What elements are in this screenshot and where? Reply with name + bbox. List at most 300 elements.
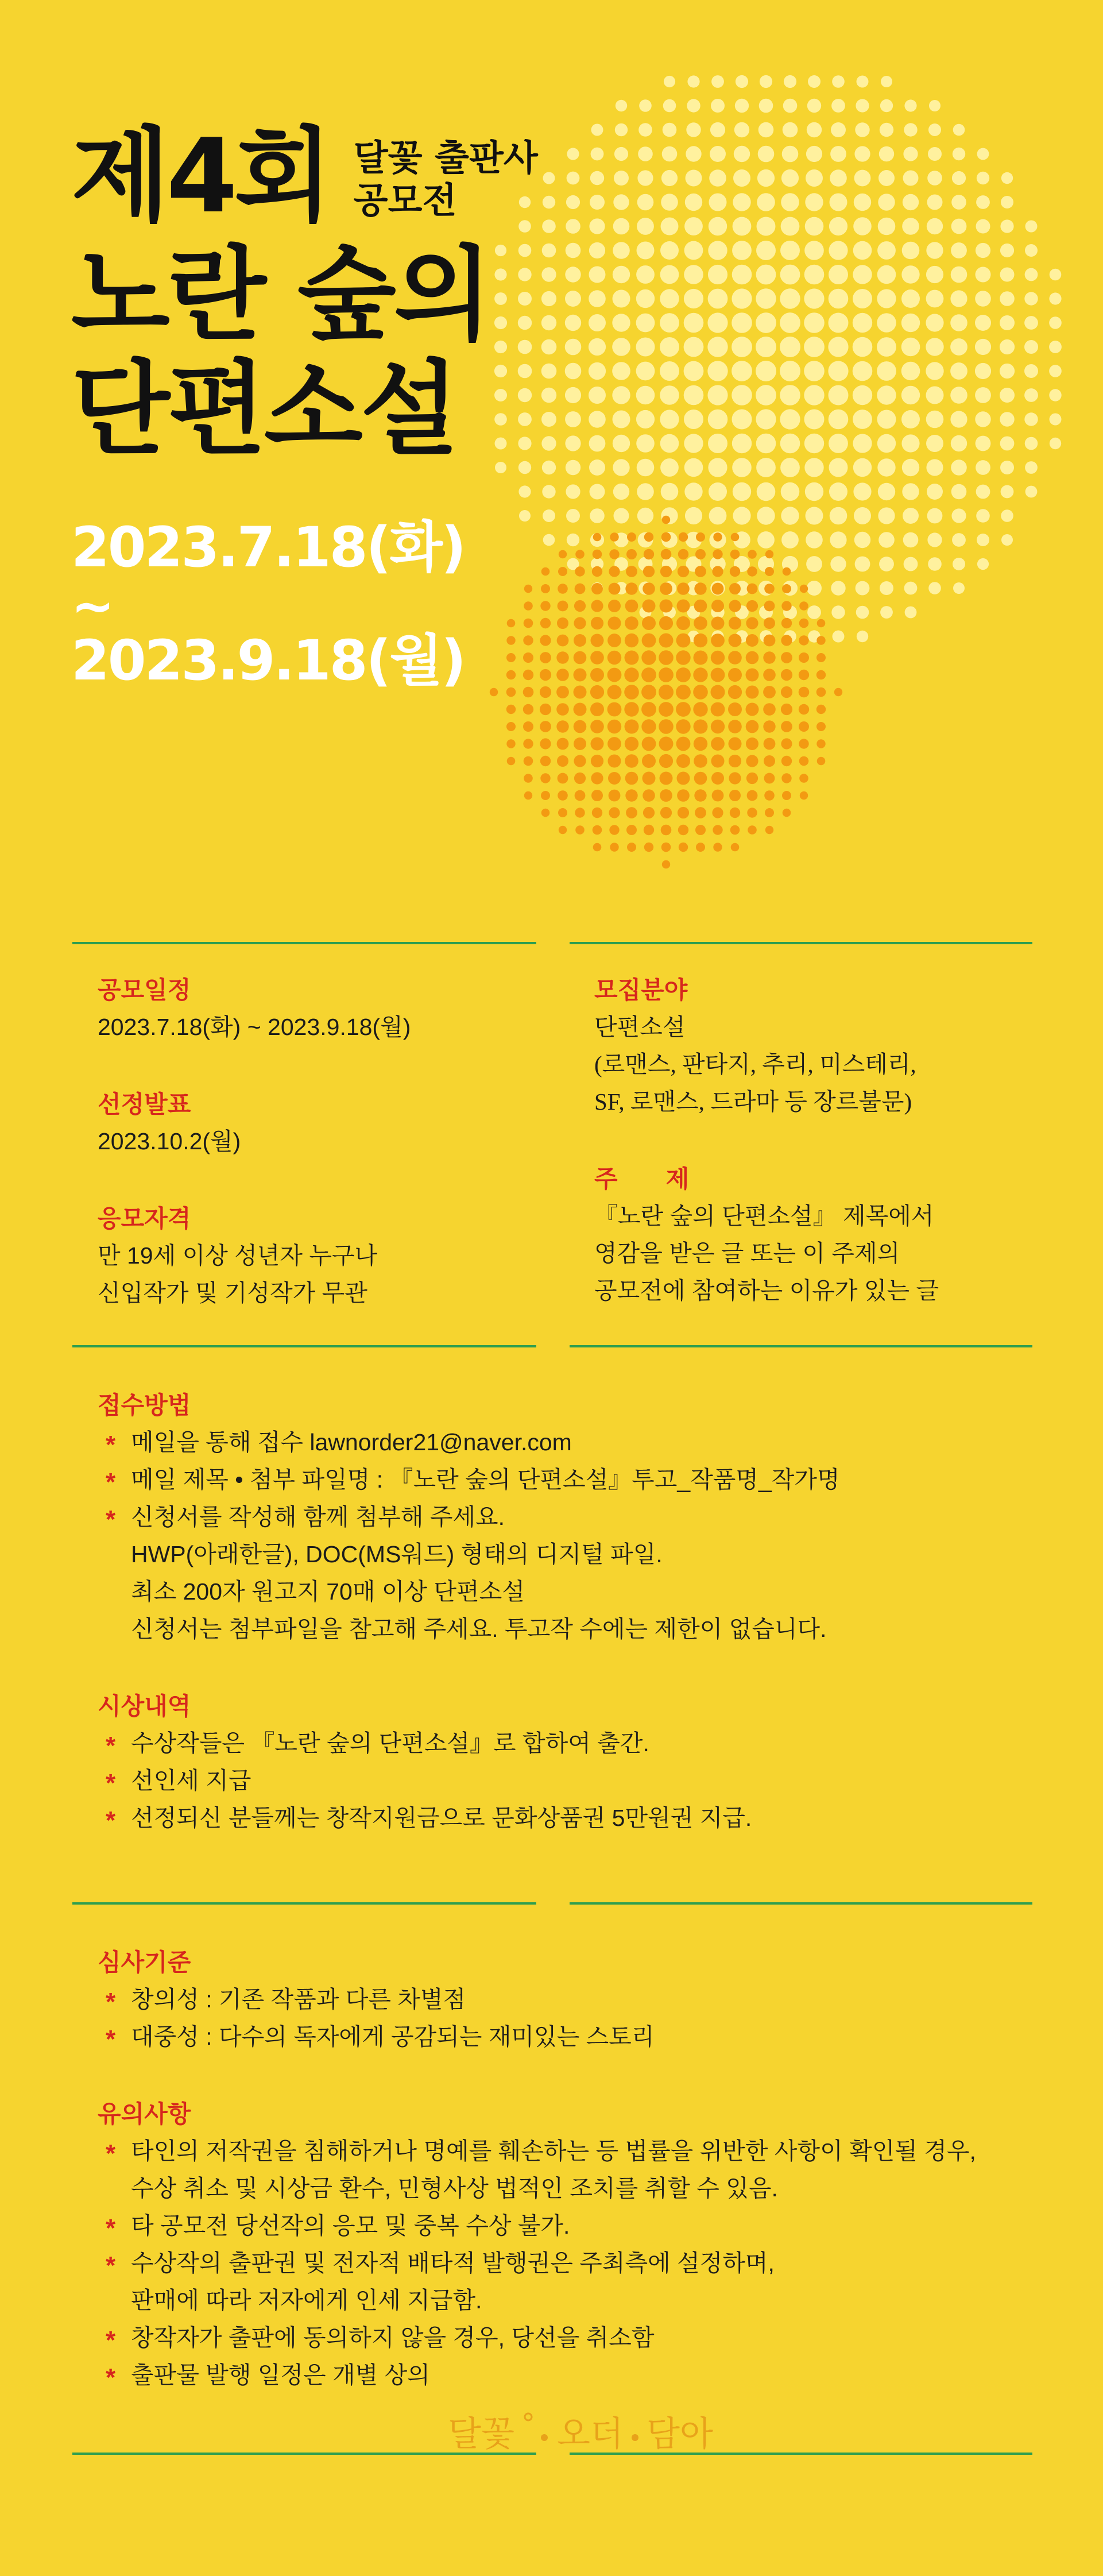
halftone-dot [780, 385, 800, 405]
halftone-dot [878, 218, 896, 235]
publisher-logo [442, 2401, 713, 2464]
submission-item: * 메일 제목 • 첨부 파일명 : 『노란 숲의 단편소설』투고_작품명_작가명 [98, 1461, 840, 1499]
halftone-dot [780, 312, 800, 333]
date-end: 2023.9.18(월) [71, 628, 465, 693]
halftone-dot [556, 669, 569, 681]
halftone-dot [708, 289, 728, 309]
halftone-dot [607, 685, 622, 700]
halftone-dot [694, 789, 706, 801]
halftone-dot [879, 146, 894, 161]
halftone-dot [558, 773, 568, 784]
submission-detail: 최소 200자 원고지 70매 이상 단편소설 [131, 1578, 525, 1605]
halftone-dot [626, 807, 637, 818]
halftone-dot [757, 169, 775, 187]
halftone-dot [591, 124, 603, 136]
halftone-dot [593, 843, 602, 852]
halftone-dot [830, 169, 847, 187]
halftone-dot [807, 605, 821, 619]
halftone-dot [609, 807, 620, 818]
halftone-dot [558, 790, 568, 801]
halftone-dot [626, 566, 637, 577]
halftone-dot [1049, 389, 1061, 401]
halftone-dot [976, 267, 991, 283]
halftone-dot [926, 387, 944, 404]
halftone-dot [746, 703, 759, 716]
halftone-dot [746, 617, 758, 629]
halftone-dot [565, 267, 580, 282]
halftone-dot [780, 241, 800, 260]
halftone-dot [877, 337, 896, 357]
halftone-dot [610, 532, 618, 541]
halftone-dot [542, 219, 556, 233]
halftone-dot [976, 509, 990, 523]
halftone-dot [636, 362, 655, 381]
halftone-dot [804, 265, 825, 285]
halftone-dot [708, 410, 728, 430]
halftone-dot [574, 686, 587, 699]
halftone-dot [637, 459, 655, 477]
halftone-dot [1049, 365, 1062, 377]
halftone-dot [607, 702, 622, 717]
halftone-dot [540, 686, 551, 698]
halftone-dot [660, 582, 672, 595]
halftone-dot [1000, 219, 1013, 233]
halftone-dot [855, 557, 870, 572]
halftone-dot [613, 411, 630, 428]
halftone-dot [806, 556, 822, 572]
theme-line: 『노란 숲의 단편소설』 제목에서 [594, 1203, 934, 1229]
halftone-dot [747, 808, 757, 817]
halftone-dot [927, 508, 943, 524]
note-line: 수상 취소 및 시상금 환수, 민형사상 법적인 조치를 취할 수 있음. [131, 2175, 778, 2202]
contest-title-line2: 단편소설 [71, 350, 457, 469]
halftone-dot [729, 634, 742, 647]
halftone-dot [711, 737, 725, 751]
halftone-dot [589, 338, 606, 356]
halftone-dot [1049, 316, 1062, 329]
halftone-dot [712, 583, 724, 595]
halftone-dot [730, 566, 740, 577]
halftone-dot [637, 483, 654, 500]
halftone-dot [729, 600, 741, 612]
halftone-dot [760, 75, 772, 88]
logo-dot-icon [632, 2434, 638, 2441]
submission-detail: HWP(아래한글), DOC(MS워드) 형태의 디지털 파일. [131, 1541, 663, 1567]
halftone-dot [765, 567, 774, 576]
halftone-dot [902, 459, 919, 476]
halftone-dot [746, 686, 759, 699]
halftone-dot [559, 826, 567, 834]
halftone-dot [609, 549, 619, 559]
contest-title-line1: 노란 숲의 [71, 235, 490, 354]
halftone-dot [901, 434, 919, 452]
halftone-dot [901, 410, 920, 428]
contest-title [71, 235, 538, 469]
halftone-dot [615, 123, 628, 136]
halftone-dot [523, 721, 533, 732]
halftone-dot [950, 362, 967, 380]
halftone-dot [684, 313, 704, 333]
halftone-dot [781, 669, 792, 681]
halftone-dot [903, 194, 919, 210]
halftone-dot [806, 507, 823, 525]
halftone-dot [607, 720, 621, 733]
halftone-dot [694, 754, 707, 768]
halftone-dot [708, 458, 727, 477]
criteria-section [98, 1944, 976, 2394]
halftone-dot [660, 289, 679, 308]
note-item [98, 2245, 976, 2319]
halftone-dot [806, 531, 823, 549]
halftone-dot [800, 791, 808, 800]
halftone-dot [831, 99, 845, 113]
halftone-dot [709, 507, 727, 525]
halftone-dot [707, 361, 727, 381]
halftone-dot [901, 386, 920, 404]
halftone-dot [764, 790, 775, 801]
halftone-dot [676, 702, 691, 717]
halftone-dot [781, 601, 791, 611]
halftone-dot [764, 584, 775, 594]
field-line: (로맨스, 판타지, 추리, 미스테리, [594, 1051, 916, 1077]
halftone-dot [677, 772, 690, 785]
halftone-dot [781, 721, 792, 732]
halftone-dot [1001, 485, 1014, 499]
submission-section [98, 1387, 840, 1837]
halftone-dot [780, 361, 800, 381]
halftone-dot [901, 289, 920, 308]
halftone-dot [729, 755, 741, 767]
halftone-dot [660, 789, 672, 802]
halftone-dot [694, 616, 707, 630]
halftone-dot [662, 860, 670, 868]
halftone-dot [541, 315, 556, 330]
halftone-dot [953, 124, 965, 136]
halftone-dot [589, 314, 606, 331]
info-left-column [98, 972, 411, 1312]
halftone-dot [854, 507, 871, 524]
halftone-dot [574, 720, 587, 733]
halftone-dot [676, 719, 690, 733]
halftone-dot [607, 634, 621, 647]
halftone-dot [684, 217, 703, 235]
award-item: * 수상작들은 『노란 숲의 단편소설』로 합하여 출간. [98, 1725, 840, 1762]
halftone-dot [541, 291, 556, 306]
halftone-dot [616, 100, 627, 111]
halftone-dot [694, 651, 708, 665]
halftone-dot [643, 566, 655, 577]
halftone-dot [589, 290, 606, 307]
halftone-dot [877, 434, 896, 453]
halftone-dot [732, 265, 752, 285]
halftone-dot [626, 549, 637, 559]
halftone-dot [676, 754, 690, 768]
halftone-dot [507, 619, 516, 628]
halftone-dot [711, 634, 725, 647]
halftone-dot [783, 99, 798, 113]
logo-text-1: 달꽃 [448, 2414, 514, 2454]
halftone-dot [799, 601, 808, 611]
halftone-dot [540, 756, 551, 766]
halftone-dot [758, 122, 774, 138]
halftone-dot [927, 532, 942, 547]
halftone-dot [613, 290, 630, 308]
halftone-dot [557, 617, 568, 629]
halftone-dot [709, 482, 727, 501]
halftone-dot [686, 146, 701, 161]
halftone-dot [575, 566, 585, 576]
date-separator: ~ [71, 576, 113, 636]
halftone-dot [659, 650, 674, 665]
halftone-dot [781, 482, 800, 501]
eligibility-line: 만 19세 이상 성년자 누구나 [98, 1242, 378, 1269]
halftone-dot [540, 721, 551, 732]
halftone-dot [756, 312, 776, 333]
halftone-dot [902, 483, 919, 500]
halftone-dot [660, 600, 673, 613]
halftone-dot [591, 737, 604, 751]
halftone-dot [574, 651, 587, 665]
halftone-dot [729, 583, 741, 594]
halftone-dot [661, 532, 671, 542]
halftone-dot [904, 582, 918, 595]
halftone-dot [660, 410, 679, 428]
halftone-dot [1025, 461, 1038, 474]
halftone-dot [830, 531, 846, 548]
halftone-dot [800, 585, 808, 593]
halftone-dot [1024, 412, 1038, 426]
halftone-dot [662, 516, 670, 524]
halftone-dot [951, 242, 967, 258]
halftone-dot [613, 266, 630, 283]
halftone-dot [659, 616, 673, 630]
date-start: 2023.7.18(화) [71, 515, 465, 580]
halftone-dot [734, 122, 749, 137]
halftone-dot [806, 169, 823, 187]
halftone-dot [901, 362, 920, 381]
halftone-dot [685, 507, 702, 524]
halftone-dot [566, 509, 580, 523]
halftone-dot [950, 387, 967, 404]
halftone-dot [730, 808, 740, 818]
halftone-dot [566, 219, 580, 234]
halftone-dot [693, 685, 708, 700]
contest-period [71, 515, 465, 693]
halftone-dot [574, 600, 586, 612]
halftone-dot [661, 549, 672, 560]
halftone-dot [764, 755, 775, 767]
halftone-dot [746, 773, 758, 784]
halftone-dot [636, 386, 655, 405]
schedule-value: 2023.7.18(화) ~ 2023.9.18(월) [98, 1014, 411, 1040]
halftone-dot [711, 720, 725, 733]
halftone-dot [541, 412, 556, 427]
halftone-dot [541, 791, 550, 800]
halftone-dot [637, 194, 654, 211]
halftone-dot [878, 507, 895, 524]
halftone-dot [575, 825, 585, 835]
halftone-dot [735, 99, 749, 113]
halftone-dot [684, 337, 704, 357]
halftone-dot [780, 288, 800, 308]
halftone-dot [506, 722, 516, 731]
halftone-dot [747, 584, 758, 594]
organizer [354, 137, 538, 222]
halftone-dot [799, 670, 809, 680]
halftone-dot [729, 772, 741, 784]
halftone-dot [678, 549, 688, 559]
halftone-dot [804, 458, 823, 477]
halftone-dot [904, 123, 917, 136]
halftone-dot [565, 363, 582, 380]
theme-line: 공모전에 참여하는 이유가 있는 글 [594, 1277, 939, 1304]
halftone-dot [805, 217, 824, 236]
halftone-dot [878, 532, 895, 548]
halftone-dot [975, 387, 991, 403]
note-line: * 타인의 저작권을 침해하거나 명예를 훼손하는 등 법률을 위반한 사항이 확인될 경우, [131, 2138, 976, 2164]
halftone-dot [853, 217, 872, 235]
halftone-dot [695, 549, 706, 559]
halftone-dot [878, 170, 895, 186]
halftone-dot [660, 337, 679, 357]
halftone-dot [542, 244, 556, 258]
halftone-dot [687, 75, 699, 87]
halftone-dot [728, 720, 742, 733]
halftone-dot [607, 668, 622, 682]
halftone-dot [746, 600, 758, 612]
halftone-dot [612, 362, 630, 380]
halftone-dot [746, 651, 759, 665]
halftone-dot [1001, 509, 1013, 522]
halftone-dot [816, 705, 826, 714]
halftone-dot [543, 172, 555, 184]
halftone-dot [524, 756, 533, 766]
halftone-dot [756, 409, 776, 429]
halftone-dot [799, 756, 809, 766]
halftone-dot [643, 582, 655, 595]
halftone-dot [901, 338, 920, 357]
halftone-dot [763, 720, 775, 732]
halftone-dot [684, 289, 703, 308]
halftone-dot [659, 667, 674, 682]
halftone-dot [799, 774, 808, 783]
halftone-dot [591, 755, 603, 767]
halftone-dot [574, 773, 586, 784]
halftone-dot [804, 361, 825, 381]
halftone-dot [696, 532, 705, 542]
halftone-dot [608, 600, 621, 612]
halftone-dot [556, 720, 568, 732]
halftone-dot [566, 195, 580, 209]
halftone-dot [712, 790, 724, 802]
halftone-dot [518, 485, 531, 497]
halftone-dot [756, 361, 776, 381]
halftone-dot [676, 650, 690, 665]
halftone-dot [1049, 292, 1061, 304]
halftone-dot [636, 289, 655, 308]
halftone-dot [608, 755, 621, 768]
halftone-dot [732, 361, 752, 381]
halftone-dot [1000, 364, 1015, 379]
halftone-dot [643, 807, 655, 818]
halftone-dot [807, 122, 822, 137]
halftone-dot [565, 315, 581, 331]
halftone-dot [524, 601, 533, 611]
eligibility-line: 신입작가 및 기성작가 무관 [98, 1280, 367, 1306]
halftone-dot [684, 410, 703, 429]
halftone-dot [541, 584, 550, 593]
halftone-dot [707, 385, 727, 405]
halftone-dot [880, 581, 893, 595]
halftone-dot [642, 616, 656, 630]
halftone-dot [519, 510, 531, 522]
halftone-dot [612, 386, 630, 404]
halftone-dot [764, 635, 776, 647]
halftone-dot [880, 123, 893, 137]
logo-ring-icon [525, 2413, 532, 2420]
halftone-dot [625, 616, 638, 630]
halftone-dot [565, 387, 581, 403]
halftone-dot [679, 843, 688, 852]
halftone-dot [693, 667, 707, 682]
halftone-dot [1025, 486, 1038, 498]
halftone-dot [829, 265, 848, 284]
halftone-dot [729, 737, 742, 751]
halftone-dot [627, 532, 636, 542]
halftone-dot [507, 757, 516, 766]
halftone-dot [636, 265, 655, 284]
halftone-dot [589, 242, 605, 258]
logo-text-2: 오더 [557, 2414, 624, 2454]
halftone-dot [540, 669, 551, 681]
halftone-dot [816, 688, 826, 697]
halftone-dot [712, 807, 723, 818]
halftone-dot [607, 651, 621, 665]
halftone-dot [642, 737, 656, 751]
divider-rule [570, 942, 1032, 944]
halftone-dot [829, 410, 849, 430]
halftone-dot [567, 148, 579, 160]
halftone-dot [903, 171, 919, 186]
halftone-dot [1001, 534, 1013, 546]
halftone-dot [711, 617, 725, 630]
halftone-dot [709, 169, 726, 187]
halftone-dot [712, 566, 723, 577]
halftone-dot [506, 705, 516, 714]
criteria-heading: 심사기준 [98, 1949, 191, 1976]
halftone-dot [567, 172, 580, 185]
halftone-dot [566, 484, 580, 499]
halftone-dot [856, 606, 869, 619]
halftone-dot [540, 652, 551, 663]
halftone-dot [541, 267, 556, 281]
halftone-dot [901, 314, 920, 332]
halftone-dot [659, 719, 674, 734]
halftone-dot [565, 291, 581, 307]
halftone-dot [659, 685, 674, 700]
notes-heading: 유의사항 [98, 2100, 191, 2127]
halftone-dot [543, 534, 555, 546]
halftone-dot [748, 550, 757, 559]
halftone-dot [878, 483, 895, 500]
halftone-dot [543, 509, 555, 522]
theme-heading: 주 제 [594, 1165, 690, 1192]
halftone-dot [748, 825, 757, 835]
halftone-dot [807, 581, 822, 596]
halftone-dot [853, 482, 871, 500]
halftone-dot [1025, 221, 1038, 233]
halftone-dot [661, 170, 678, 186]
